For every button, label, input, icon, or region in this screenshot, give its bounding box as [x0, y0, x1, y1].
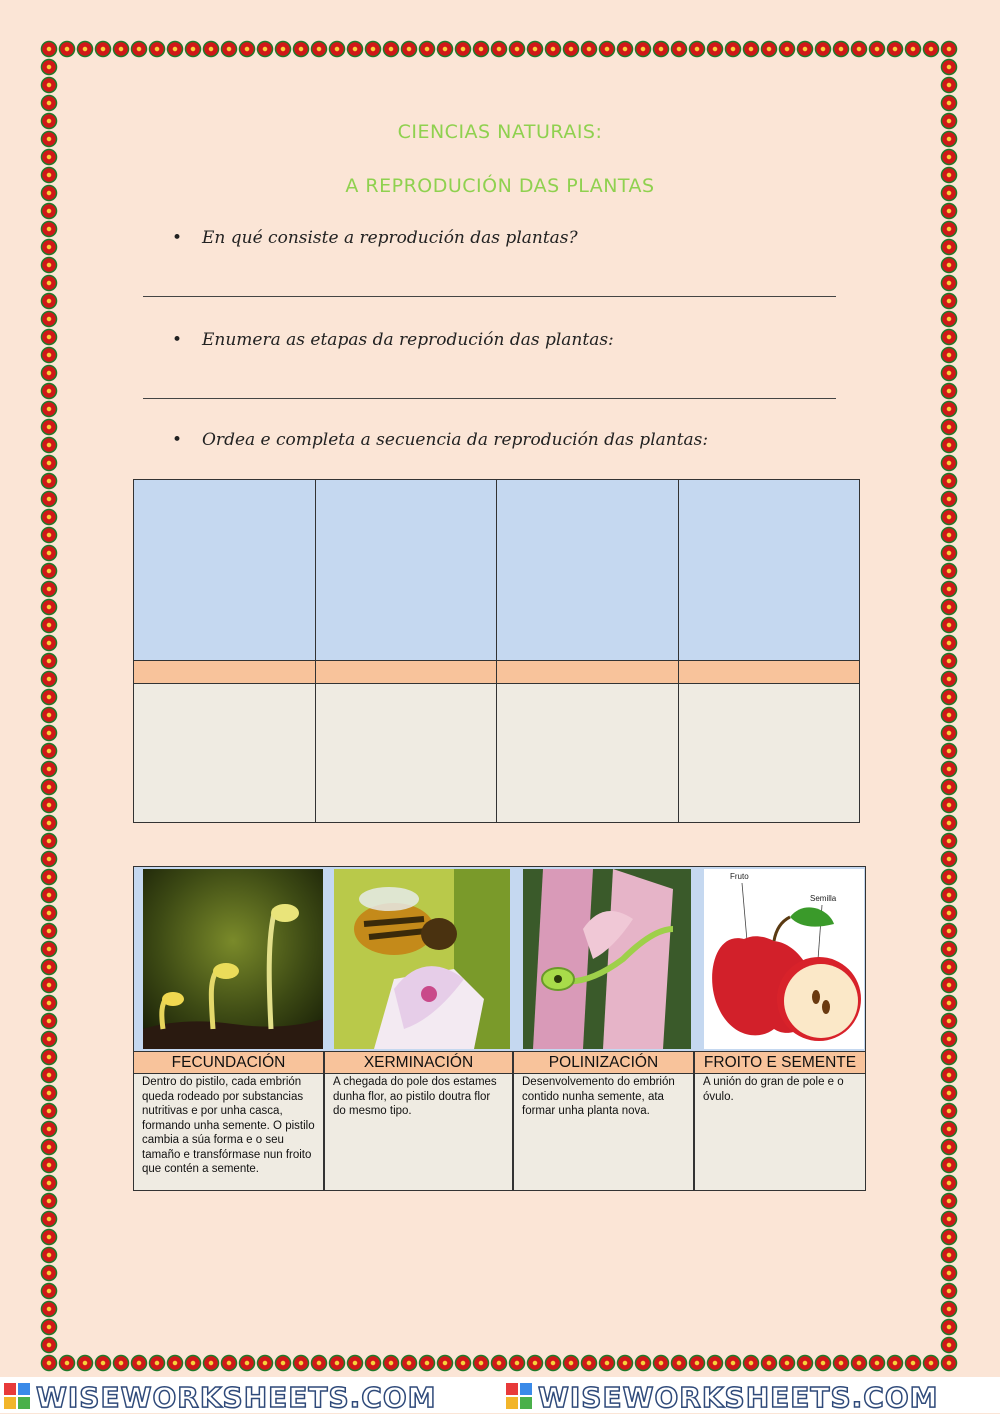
drop-label-slot-3[interactable] [497, 661, 679, 684]
footer-watermark [0, 1377, 1000, 1413]
card-label-froito-semente[interactable]: FROITO E SEMENTE [694, 1052, 866, 1074]
question-3 [172, 430, 708, 450]
seedling-image[interactable] [143, 869, 323, 1049]
wiseworksheets-logo-icon [4, 1383, 30, 1409]
bullet-icon: • [172, 228, 183, 248]
question-1 [172, 228, 578, 248]
flower-border-bottom [40, 1354, 958, 1372]
page-subtitle: A REPRODUCIÓN DAS PLANTAS [345, 175, 655, 197]
page-title: CIENCIAS NATURAIS: [397, 121, 603, 143]
apple-image[interactable] [704, 869, 864, 1049]
drop-image-slot-2[interactable] [315, 480, 497, 661]
image-row [133, 866, 866, 1052]
question-3-text: Ordea e completa a secuencia da reprodución das plantas: [202, 430, 709, 450]
card-text-2[interactable]: A chegada do pole dos estames dunha flor, ao pistilo doutra flor do mesmo tipo. [324, 1074, 513, 1191]
watermark-text-2: WISEWORKSHEETS.COM [538, 1381, 939, 1414]
drop-text-slot-1[interactable] [134, 684, 316, 823]
flower-border-left [40, 40, 58, 1372]
drop-label-slot-2[interactable] [315, 661, 497, 684]
bullet-icon: • [172, 430, 183, 450]
drop-text-slot-2[interactable] [315, 684, 497, 823]
flower-border-top [40, 40, 958, 58]
drop-image-slot-4[interactable] [678, 480, 860, 661]
card-text-1[interactable]: Dentro do pistilo, cada embrión queda rodeado por substancias nutritivas e por unha casca, formando unha semente. O pistilo cambia a súa forma e o seu tamaño e transfórmase nun froito que contén a semente. [133, 1074, 324, 1191]
card-text-4[interactable]: A unión do gran de pole e o óvulo. [694, 1074, 866, 1191]
card-label-fecundacion[interactable]: FECUNDACIÓN [133, 1052, 324, 1074]
fruit-label: Fruto [730, 872, 749, 881]
drop-image-slot-3[interactable] [497, 480, 679, 661]
flower-border-right [940, 40, 958, 1372]
bullet-icon: • [172, 330, 183, 350]
seed-label: Semilla [810, 894, 837, 903]
answer-line-1[interactable] [143, 296, 836, 297]
pollination-image[interactable] [523, 869, 691, 1049]
watermark-text-1: WISEWORKSHEETS.COM [36, 1381, 437, 1414]
label-row [133, 1052, 866, 1074]
answer-line-2[interactable] [143, 398, 836, 399]
drop-text-slot-3[interactable] [497, 684, 679, 823]
question-1-text: En qué consiste a reprodución das plantas? [202, 228, 578, 248]
source-cards [133, 866, 866, 1191]
drop-label-slot-4[interactable] [678, 661, 860, 684]
wiseworksheets-logo-icon [506, 1383, 532, 1409]
question-2-text: Enumera as etapas da reprodución das plantas: [202, 330, 614, 350]
drop-image-slot-1[interactable] [134, 480, 316, 661]
sequence-table [133, 479, 860, 823]
drop-text-slot-4[interactable] [678, 684, 860, 823]
bee-image[interactable] [334, 869, 510, 1049]
card-label-xerminacion[interactable]: XERMINACIÓN [324, 1052, 513, 1074]
card-text-3[interactable]: Desenvolvemento do embrión contido nunha semente, ata formar unha planta nova. [513, 1074, 694, 1191]
drop-label-slot-1[interactable] [134, 661, 316, 684]
card-label-polinizacion[interactable]: POLINIZACIÓN [513, 1052, 694, 1074]
description-row [133, 1074, 866, 1191]
question-2 [172, 330, 614, 350]
